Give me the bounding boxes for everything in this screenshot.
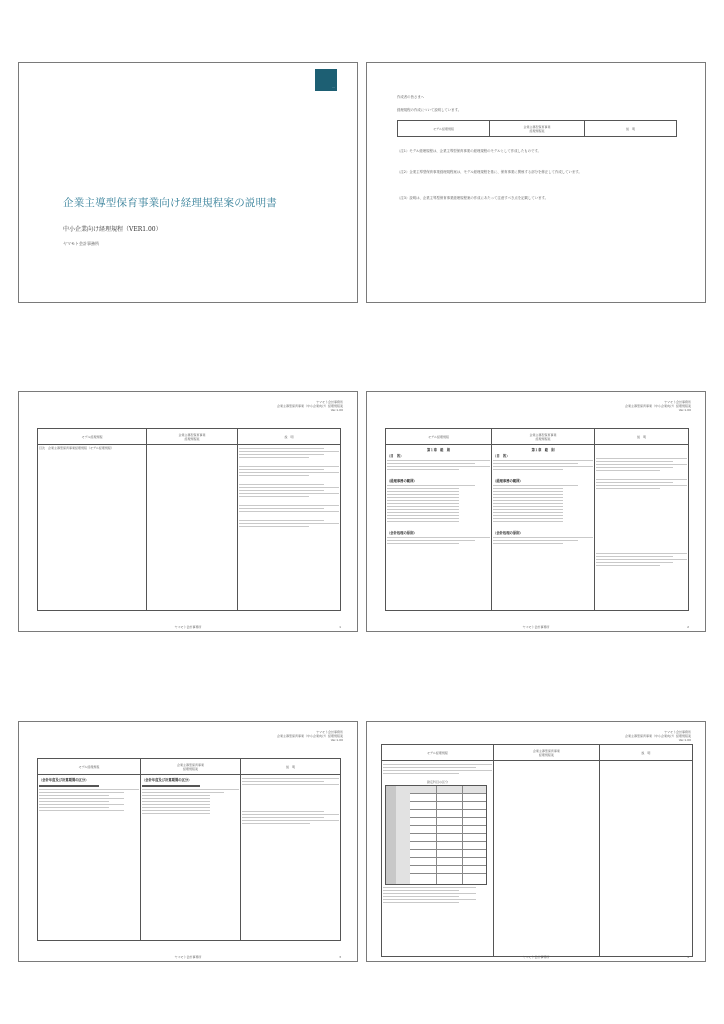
content-page-6 [366,721,706,962]
page-number: 3 [339,955,341,959]
page-header [581,400,691,412]
header-doc-title: 企業主導型保育事業（中小企業向け）経理規程案 [624,734,691,738]
account-category-table [385,785,487,885]
article-fiscal-year: （会計年度及び計算期間の区分） [142,778,192,782]
col-draft: 企業主導型保育事業 経理規程案 [141,759,241,775]
header-version: Ver.1.00 [330,738,343,742]
intro-note-2: （注2）企業主導型保育事業経理規程案は、モデル経理規程を基に、保育事業に関係する部分を修正して作成しています。 [397,170,582,174]
explain-cell [237,445,340,611]
article-purpose: （目 的） [493,454,510,458]
header-version: Ver.1.00 [678,408,691,412]
header-doc-title: 企業主導型保育事業（中小企業向け）経理規程案 [276,404,343,408]
col-draft: 企業主導型保育事業 経理規程案 [492,429,595,445]
chapter-title: 第１章 総 則 [531,448,555,452]
draft-cell [147,445,238,611]
model-cell [382,761,494,957]
article-purpose: （目 的） [387,454,404,458]
cover-page [18,62,358,303]
draft-cell [493,761,599,957]
model-cell [386,445,492,611]
document-author: ヤマモト会計事務所 [63,241,99,246]
page-number: 4 [687,955,689,959]
col-model: モデル経理規程 [38,429,147,445]
col-explain: 説 明 [241,759,341,775]
explain-cell [595,445,689,611]
brand-logo [315,69,337,91]
col-explain: 説 明 [599,745,692,761]
intro-col-model: モデル経理規程 [398,121,490,137]
comparison-table [381,744,693,957]
intro-col-explain: 説 明 [584,121,676,137]
page-header [581,730,691,742]
header-company: ヤマモト会計事務所 [315,400,343,404]
footer-text: ヤマモト会計事務所 [174,625,202,629]
col-draft: 企業主導型保育事業 経理規程案 [493,745,599,761]
intro-note-1: （注1）モデル経理規程は、企業主導型保育事業の経理規程のモデルとして作成したものです。 [397,149,541,153]
document-subtitle: 中小企業向け経理規程（VER1.00） [63,226,162,233]
intro-header-table [397,120,677,137]
content-page-4 [366,391,706,632]
document-title: 企業主導型保育事業向け経理規程案の説明書 [63,197,277,209]
page-number: 1 [339,625,341,629]
comparison-table [385,428,689,611]
article-fiscal-year: （会計年度及び計算期間の区分） [39,778,89,782]
footer-text: ヤマモト会計事務所 [174,955,202,959]
article-principles: （会計処理の原則） [387,531,417,535]
header-doc-title: 企業主導型保育事業（中小企業向け）経理規程案 [276,734,343,738]
page-header [233,730,343,742]
col-model: モデル経理規程 [386,429,492,445]
article-scope: （経理事務の範囲） [387,479,417,483]
draft-cell [141,775,241,941]
page-number: 2 [687,625,689,629]
model-cell [38,445,147,611]
comparison-table [37,758,341,941]
intro-col-draft: 企業主導型保育事業 経理規程案 [490,121,585,137]
explain-cell [241,775,341,941]
draft-cell [492,445,595,611]
chapter-title: 第１章 総 則 [426,448,451,452]
brand-logo-text: … [332,85,335,89]
article-principles: （会計処理の原則） [493,531,523,535]
content-page-3 [18,391,358,632]
col-explain: 説 明 [237,429,340,445]
header-company: ヤマモト会計事務所 [663,730,691,734]
header-company: ヤマモト会計事務所 [315,730,343,734]
col-draft: 企業主導型保育事業 経理規程案 [147,429,238,445]
header-version: Ver.1.00 [678,738,691,742]
header-doc-title: 企業主導型保育事業（中小企業向け）経理規程案 [624,404,691,408]
content-page-5 [18,721,358,962]
comparison-table [37,428,341,611]
page-header [233,400,343,412]
footer-text: ヤマモト会計事務所 [522,955,550,959]
model-cell [38,775,141,941]
toc-row: 目次 企業主導型保育事業経理規程（モデル経理規程） [39,446,114,450]
col-model: モデル経理規程 [38,759,141,775]
intro-line-1: 作成者の皆さまへ [397,95,425,99]
intro-note-3: （注3）説明は、企業主導型保育事業経理規程案の作成にあたって注意すべき点を記載しています。 [397,196,549,200]
header-company: ヤマモト会計事務所 [663,400,691,404]
col-model: モデル経理規程 [382,745,494,761]
intro-page [366,62,706,303]
col-explain: 説 明 [595,429,689,445]
header-version: Ver.1.00 [330,408,343,412]
explain-cell [599,761,692,957]
footer-text: ヤマモト会計事務所 [522,625,550,629]
article-scope: （経理事務の範囲） [493,479,523,483]
intro-line-2: 経理規程の作成について説明しています。 [397,108,462,112]
account-table-title: 勘定科目の区分 [426,780,448,784]
